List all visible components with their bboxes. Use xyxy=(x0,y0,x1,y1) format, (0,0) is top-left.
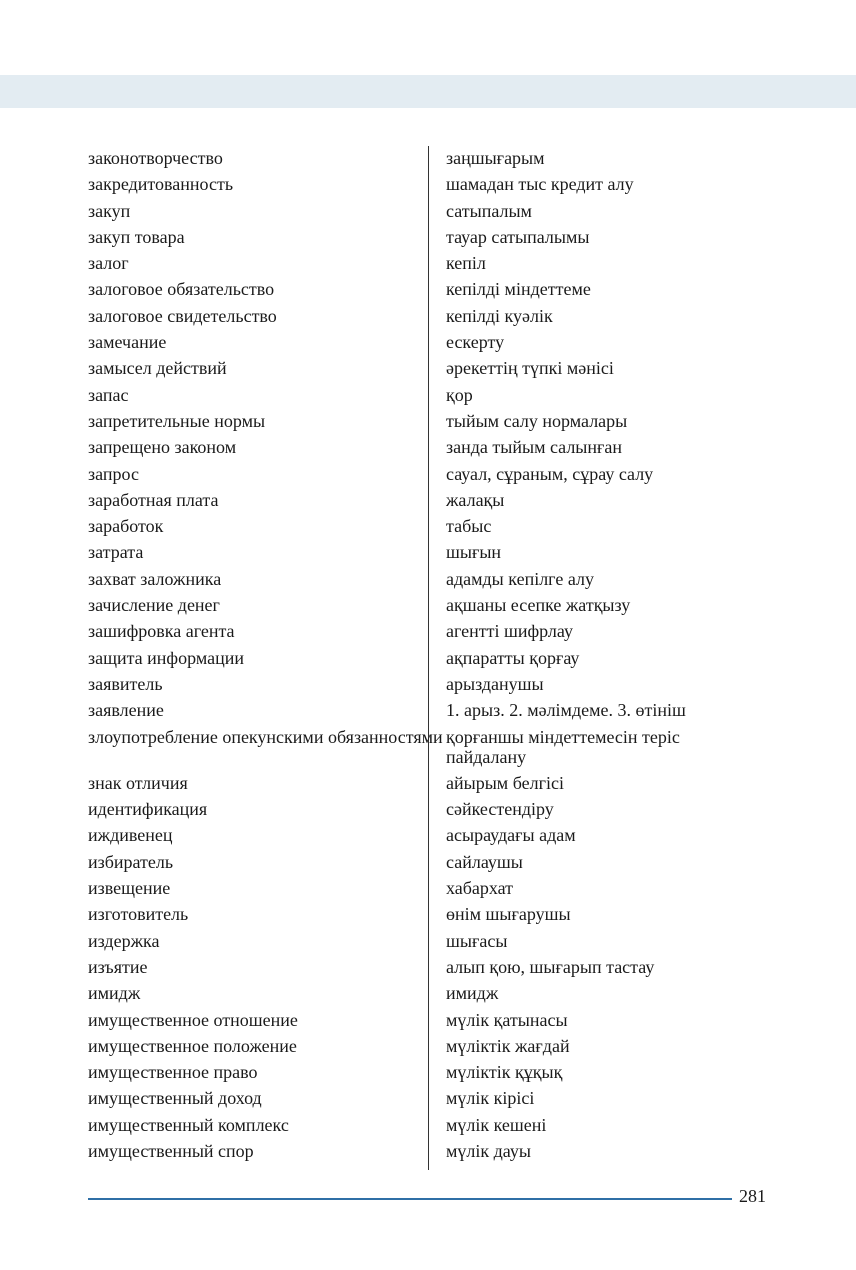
term-kz: тауар сатыпалымы xyxy=(446,226,590,247)
term-kz: өнім шығарушы xyxy=(446,904,571,925)
term-ru: избиратель xyxy=(88,851,174,872)
term-ru: заявитель xyxy=(88,673,163,694)
term-kz: кепіл xyxy=(446,253,486,274)
glossary-row xyxy=(88,174,748,194)
term-ru: изъятие xyxy=(88,956,148,977)
glossary-row xyxy=(88,437,748,457)
term-kz: жалақы xyxy=(446,489,505,510)
glossary-row xyxy=(88,595,748,615)
term-kz: қорғаншы міндеттемесін теріс пайдалану xyxy=(446,726,680,767)
term-kz: занда тыйым салынған xyxy=(446,437,623,458)
term-ru: закуп xyxy=(88,200,131,221)
term-ru: имущественный комплекс xyxy=(88,1114,289,1135)
glossary-row xyxy=(88,700,748,720)
term-ru: заработная плата xyxy=(88,489,219,510)
term-ru: извещение xyxy=(88,878,171,899)
glossary-row xyxy=(88,385,748,405)
term-kz: кепілді куәлік xyxy=(446,305,553,326)
glossary-row xyxy=(88,1115,748,1135)
glossary-row xyxy=(88,227,748,247)
term-kz: шамадан тыс кредит алу xyxy=(446,174,634,195)
glossary-row xyxy=(88,799,748,819)
term-ru: запретительные нормы xyxy=(88,410,266,431)
term-ru: знак отличия xyxy=(88,772,188,793)
glossary-row xyxy=(88,1010,748,1030)
glossary-row xyxy=(88,648,748,668)
term-kz: агентті шифрлау xyxy=(446,621,573,642)
glossary-row xyxy=(88,727,748,767)
term-ru: залог xyxy=(88,253,129,274)
glossary-row xyxy=(88,332,748,352)
glossary-row xyxy=(88,358,748,378)
glossary-row xyxy=(88,904,748,924)
term-kz: сатыпалым xyxy=(446,200,532,221)
term-ru: зачисление денег xyxy=(88,595,220,616)
term-kz: сәйкестендіру xyxy=(446,799,554,820)
term-kz: қор xyxy=(446,384,473,405)
glossary-row xyxy=(88,516,748,536)
term-ru: имущественное право xyxy=(88,1062,258,1083)
term-ru: имущественный спор xyxy=(88,1140,254,1161)
term-ru: защита информации xyxy=(88,647,244,668)
glossary-row xyxy=(88,1062,748,1082)
term-ru: имидж xyxy=(88,983,141,1004)
term-ru: запас xyxy=(88,384,129,405)
term-kz: заңшығарым xyxy=(446,148,545,168)
term-kz: шығасы xyxy=(446,930,508,951)
term-kz: 1. арыз. 2. мәлімдеме. 3. өтініш xyxy=(446,700,686,721)
term-ru: зашифровка агента xyxy=(88,621,235,642)
term-kz: хабархат xyxy=(446,878,514,899)
glossary-row xyxy=(88,253,748,273)
glossary-row xyxy=(88,878,748,898)
glossary-table xyxy=(88,148,748,1167)
glossary-row xyxy=(88,983,748,1003)
header-band xyxy=(0,75,856,108)
term-ru: законотворчество xyxy=(88,148,223,168)
glossary-row xyxy=(88,569,748,589)
term-ru: идентификация xyxy=(88,799,208,820)
glossary-row xyxy=(88,490,748,510)
term-kz: мүліктік құқық xyxy=(446,1062,563,1083)
term-ru: имущественное отношение xyxy=(88,1009,298,1030)
term-ru: запрос xyxy=(88,463,139,484)
term-ru: имущественное положение xyxy=(88,1035,297,1056)
term-kz: мүлік дауы xyxy=(446,1140,531,1161)
glossary-row xyxy=(88,148,748,168)
term-ru: закуп товара xyxy=(88,226,185,247)
glossary-row xyxy=(88,306,748,326)
glossary-row xyxy=(88,852,748,872)
term-kz: мүлік кешені xyxy=(446,1114,547,1135)
page-number: 281 xyxy=(739,1186,766,1206)
term-kz: адамды кепілге алу xyxy=(446,568,594,589)
glossary-row xyxy=(88,773,748,793)
term-kz: табыс xyxy=(446,516,492,537)
glossary-row xyxy=(88,542,748,562)
term-kz: ескерту xyxy=(446,332,505,353)
term-kz: алып қою, шығарып тастау xyxy=(446,956,655,977)
term-ru: залоговое свидетельство xyxy=(88,305,277,326)
term-kz: әрекеттің түпкі мәнісі xyxy=(446,358,614,379)
term-ru: замысел действий xyxy=(88,358,227,379)
footer-rule xyxy=(88,1198,732,1200)
term-ru: закредитованность xyxy=(88,174,234,195)
glossary-row xyxy=(88,1036,748,1056)
glossary-row xyxy=(88,1088,748,1108)
term-kz: сауал, сұраным, сұрау салу xyxy=(446,463,654,484)
glossary-row xyxy=(88,931,748,951)
term-kz: шығын xyxy=(446,542,502,563)
term-kz: асыраудағы адам xyxy=(446,825,576,846)
term-ru: запрещено законом xyxy=(88,437,237,458)
term-kz: имидж xyxy=(446,983,499,1004)
term-ru: захват заложника xyxy=(88,568,222,589)
term-kz: мүліктік жағдай xyxy=(446,1035,570,1056)
glossary-row xyxy=(88,674,748,694)
glossary-row xyxy=(88,464,748,484)
term-kz: арызданушы xyxy=(446,673,544,694)
term-kz: мүлік кірісі xyxy=(446,1088,535,1109)
term-ru: злоупотребление опекунскими обязанностями xyxy=(88,726,443,747)
term-kz: ақпаратты қорғау xyxy=(446,647,580,668)
term-ru: замечание xyxy=(88,332,167,353)
term-kz: ақшаны есепке жатқызу xyxy=(446,595,631,616)
term-kz: тыйым салу нормалары xyxy=(446,410,628,431)
glossary-row xyxy=(88,957,748,977)
term-kz: сайлаушы xyxy=(446,851,523,872)
glossary-row xyxy=(88,201,748,221)
term-kz: мүлік қатынасы xyxy=(446,1009,568,1030)
term-kz: айырым белгісі xyxy=(446,772,564,793)
term-ru: заявление xyxy=(88,700,164,721)
glossary-row xyxy=(88,825,748,845)
term-ru: затрата xyxy=(88,542,144,563)
glossary-row xyxy=(88,279,748,299)
term-kz: кепілді міндеттеме xyxy=(446,279,591,300)
glossary-row xyxy=(88,411,748,431)
term-ru: иждивенец xyxy=(88,825,173,846)
term-ru: заработок xyxy=(88,516,164,537)
term-ru: издержка xyxy=(88,930,160,951)
term-ru: залоговое обязательство xyxy=(88,279,275,300)
term-ru: изготовитель xyxy=(88,904,189,925)
glossary-row xyxy=(88,621,748,641)
term-ru: имущественный доход xyxy=(88,1088,262,1109)
glossary-row xyxy=(88,1141,748,1161)
